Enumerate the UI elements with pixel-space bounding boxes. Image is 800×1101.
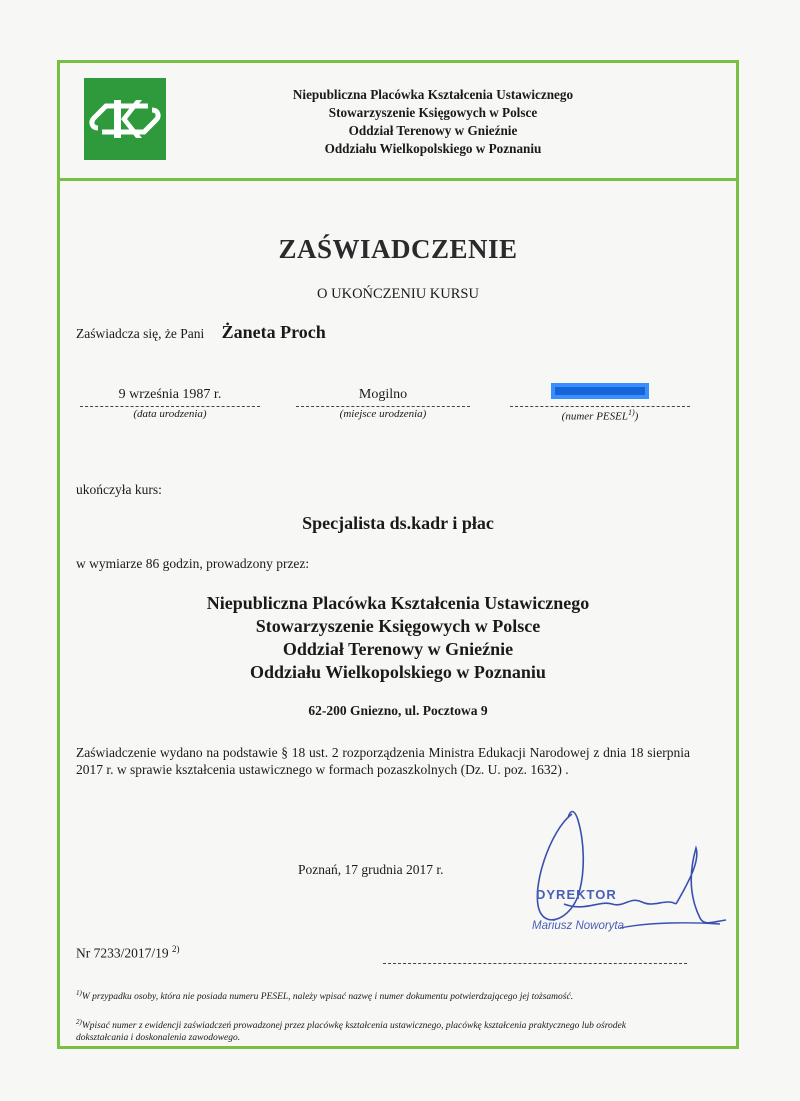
footnote-1-marker: 1) [76,989,82,997]
pesel-redaction-bar [551,383,649,399]
footnote-1 [76,987,676,1003]
signature-dotted-line [383,963,687,964]
pesel-value [510,382,690,404]
birth-date-dotted-line [80,406,260,407]
stamp-name: Mariusz Noworyta [532,920,625,932]
birth-place-value: Mogilno [358,387,408,402]
header-line-4: Oddziału Wielkopolskiego w Poznaniu [324,141,542,156]
organizer-line-4: Oddziału Wielkopolskiego w Poznaniu [250,662,546,682]
certify-prefix: Zaświadcza się, że Pani [76,326,205,341]
footnote-2-text: Wpisać numer z ewidencji zaświadczeń prowadzonej przez placówkę kształcenia ustawicznego, placówkę kształcenia praktycznego lub ośrodek dokształcania i doskonalenia zawodowego. [76,1021,626,1044]
header-divider [57,178,739,181]
stamp-title: DYREKTOR [536,887,617,902]
document-number-sup: 2) [172,944,180,954]
organizer-address: 62-200 Gniezno, ul. Pocztowa 9 [308,703,488,718]
organizer-line-2: Stowarzyszenie Księgowych w Polsce [255,616,541,636]
pesel-caption-end: ) [634,410,639,423]
legal-basis: Zaświadczenie wydano na podstawie § 18 ust. 2 rozporządzenia Ministra Edukacji Narodowej z dnia 18 sierpnia 2017 r. w sprawie kształcenia ustawicznego w formach pozaszkolnych (Dz. U. poz. 1632) . [76,745,690,777]
birth-date-value: 9 września 1987 r. [118,387,222,402]
pesel-field [510,382,690,423]
header-line-1: Niepubliczna Placówka Kształcenia Ustawicznego [292,87,574,102]
course-extent: w wymiarze 86 godzin, prowadzony przez: [76,556,310,571]
pesel-caption-text: (numer PESEL [561,410,628,423]
organizer-line-1: Niepubliczna Placówka Kształcenia Ustawicznego [206,593,590,613]
header-line-3: Oddział Terenowy w Gnieźnie [348,123,518,138]
skp-logo-icon [84,78,166,160]
document-title: ZAŚWIADCZENIE [278,234,518,264]
header-line-2: Stowarzyszenie Księgowych w Polsce [328,105,538,120]
course-name: Specjalista ds.kadr i płac [302,513,494,533]
recipient-name: Żaneta Proch [221,322,326,342]
birth-place-field [296,386,470,420]
organizer-line-3: Oddział Terenowy w Gnieźnie [282,639,514,659]
footnote-2 [76,1016,676,1044]
organizer-block [57,592,739,684]
certify-line [76,322,326,343]
birth-date-field [80,386,260,420]
pesel-dotted-line [510,406,690,407]
birth-place-caption: (miejsce urodzenia) [339,408,427,420]
pesel-caption [510,408,690,423]
document-subtitle: O UKOŃCZENIU KURSU [317,286,479,302]
document-number-text: Nr 7233/2017/19 [76,945,169,961]
place-and-date: Poznań, 17 grudnia 2017 r. [298,862,444,877]
birth-date-caption: (data urodzenia) [133,408,207,420]
institution-header [200,86,666,158]
footnote-1-text: W przypadku osoby, która nie posiada numeru PESEL, należy wpisać nazwę i numer dokumentu potwierdzającego jej tożsamość. [81,992,574,1003]
pesel-caption-sup: 1) [627,408,635,417]
completed-label: ukończyła kurs: [76,482,162,497]
footnote-2-marker: 2) [76,1018,82,1026]
birth-place-dotted-line [296,406,470,407]
document-number [76,944,180,962]
